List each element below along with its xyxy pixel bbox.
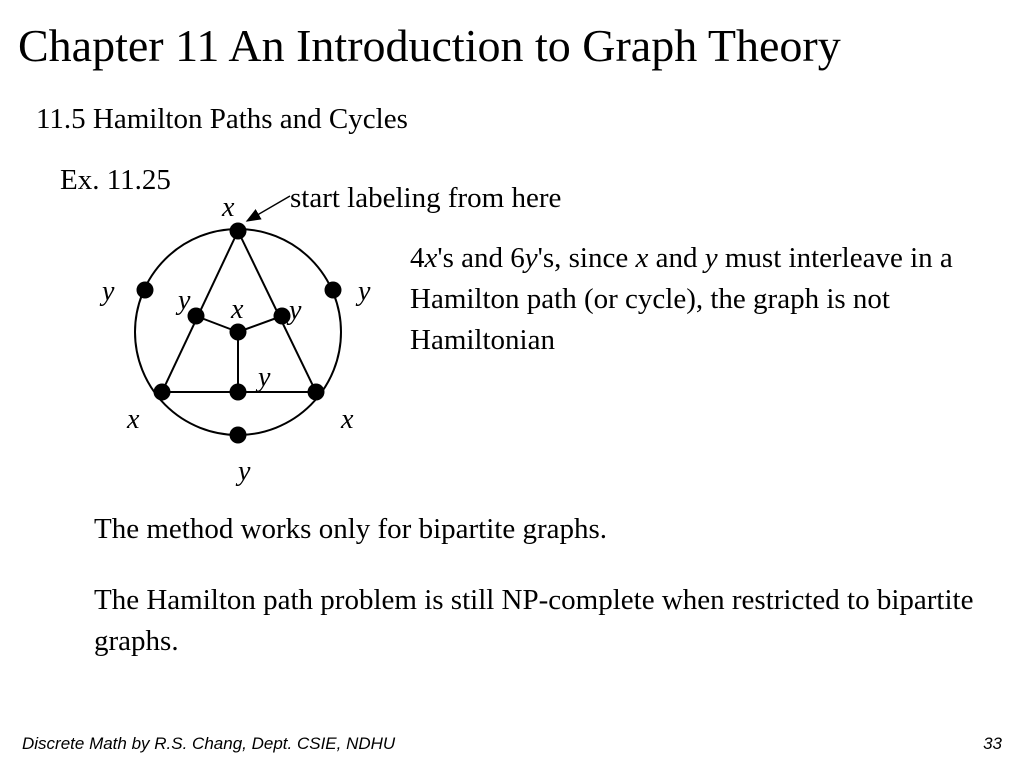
var-y: y: [704, 242, 718, 274]
slide-title: Chapter 11 An Introduction to Graph Theory: [18, 20, 841, 71]
label-center: x: [231, 294, 244, 325]
label-outer-right: y: [358, 276, 371, 307]
page-number: 33: [983, 734, 1002, 753]
footer-credit: Discrete Math by R.S. Chang, Dept. CSIE, NDHU: [22, 734, 396, 753]
var-y: y: [524, 242, 538, 274]
label-outer-left: y: [102, 276, 115, 307]
vertex-bottom-left: [154, 384, 171, 401]
method-note: The method works only for bipartite graphs.: [94, 513, 608, 545]
label-inner-left: y: [178, 285, 191, 316]
vertex-center: [230, 324, 247, 341]
np-complete-note: The Hamilton path problem is still NP-complete when restricted to bipartite graphs.: [94, 584, 974, 657]
start-annotation: start labeling from here: [290, 182, 562, 214]
count-x: 4: [410, 242, 425, 274]
explanation-text: [410, 238, 1000, 361]
vertex-bottom-right: [308, 384, 325, 401]
var-x: x: [635, 242, 649, 274]
vertex-bottom: [230, 427, 247, 444]
vertex-outer-right: [325, 282, 342, 299]
label-inner-right: y: [289, 295, 302, 326]
var-x: x: [424, 242, 438, 274]
label-bottom-right: x: [341, 404, 354, 435]
label-bottom-left: x: [127, 404, 140, 435]
vertex-outer-left: [137, 282, 154, 299]
annotation-arrow: [247, 196, 290, 221]
vertex-mid-bottom: [230, 384, 247, 401]
label-mid-bottom: y: [258, 362, 271, 393]
label-top: x: [222, 192, 235, 223]
vertex-top: [230, 223, 247, 240]
section-heading: 11.5 Hamilton Paths and Cycles: [36, 103, 408, 135]
example-label: Ex. 11.25: [60, 164, 171, 196]
label-bottom: y: [238, 456, 251, 487]
explanation-part: 's and 6: [437, 242, 525, 274]
explanation-part: 's, since: [537, 242, 636, 274]
explanation-part: must interleave in a Hamilton path (or cycle), the graph is not Hamiltonian: [410, 242, 953, 356]
vertex-inner-right: [274, 308, 291, 325]
explanation-part: and: [648, 242, 705, 274]
